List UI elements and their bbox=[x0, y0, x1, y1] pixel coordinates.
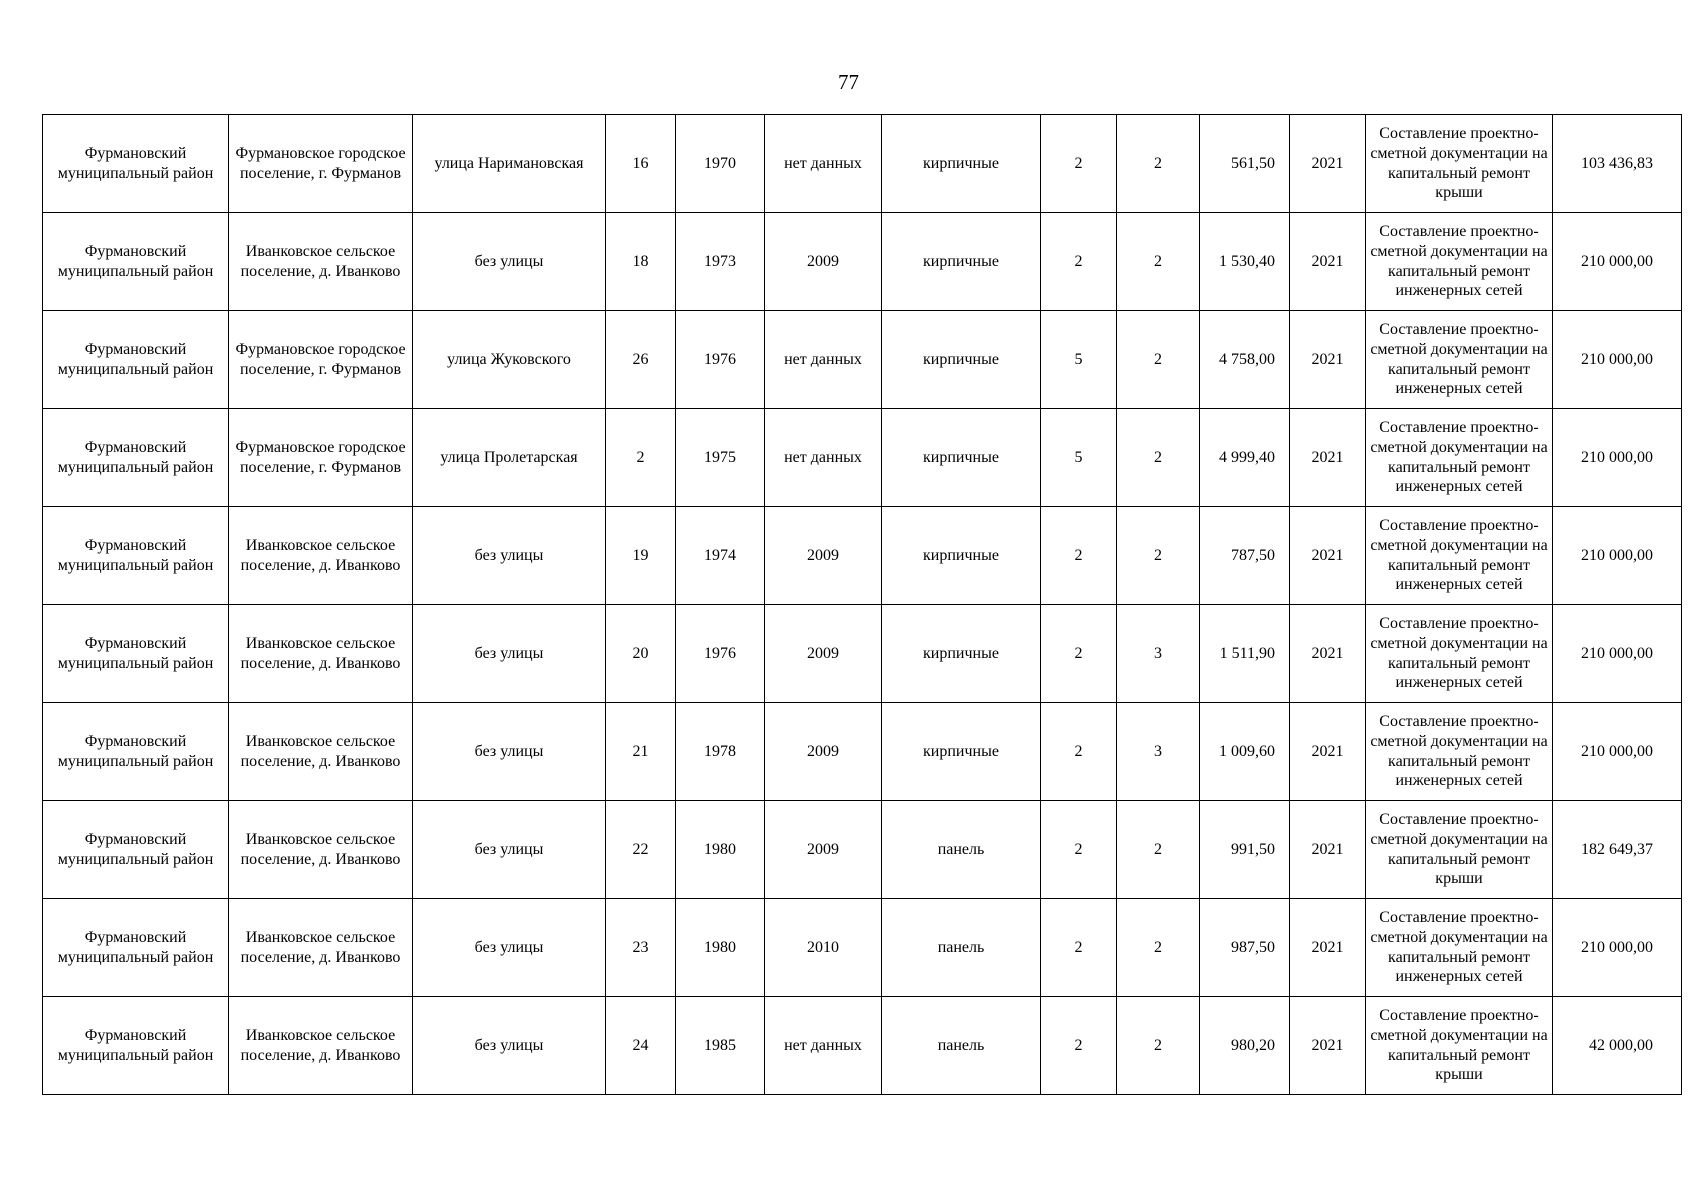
table-row bbox=[43, 213, 1682, 311]
table-row bbox=[43, 115, 1682, 213]
entrances-cell: 2 bbox=[1117, 801, 1200, 899]
cost-cell: 210 000,00 bbox=[1553, 899, 1682, 997]
cost-cell: 210 000,00 bbox=[1553, 605, 1682, 703]
entrances-cell: 2 bbox=[1117, 899, 1200, 997]
street-cell: улица Пролетарская bbox=[413, 409, 606, 507]
house-number-cell: 23 bbox=[606, 899, 676, 997]
cost-cell: 210 000,00 bbox=[1553, 311, 1682, 409]
wall-material-cell: кирпичные bbox=[882, 703, 1041, 801]
district-cell: Фурмановский муниципальный район bbox=[43, 409, 229, 507]
district-cell: Фурмановский муниципальный район bbox=[43, 605, 229, 703]
district-cell: Фурмановский муниципальный район bbox=[43, 997, 229, 1095]
wall-material-cell: кирпичные bbox=[882, 115, 1041, 213]
last-repair-cell: 2010 bbox=[765, 899, 882, 997]
plan-year-cell: 2021 bbox=[1290, 115, 1366, 213]
settlement-cell: Иванковское сельское поселение, д. Иванково bbox=[229, 507, 413, 605]
wall-material-cell: кирпичные bbox=[882, 311, 1041, 409]
street-cell: без улицы bbox=[413, 899, 606, 997]
settlement-cell: Иванковское сельское поселение, д. Иванково bbox=[229, 605, 413, 703]
work-type-cell: Составление проектно-сметной документации на капитальный ремонт крыши bbox=[1366, 997, 1553, 1095]
area-cell: 4 758,00 bbox=[1200, 311, 1290, 409]
district-cell: Фурмановский муниципальный район bbox=[43, 311, 229, 409]
table-row bbox=[43, 997, 1682, 1095]
work-type-cell: Составление проектно-сметной документации на капитальный ремонт инженерных сетей bbox=[1366, 213, 1553, 311]
table-row bbox=[43, 605, 1682, 703]
year-built-cell: 1978 bbox=[676, 703, 765, 801]
settlement-cell: Иванковское сельское поселение, д. Иванково bbox=[229, 801, 413, 899]
work-type-cell: Составление проектно-сметной документации на капитальный ремонт инженерных сетей bbox=[1366, 605, 1553, 703]
plan-year-cell: 2021 bbox=[1290, 507, 1366, 605]
cost-cell: 42 000,00 bbox=[1553, 997, 1682, 1095]
area-cell: 787,50 bbox=[1200, 507, 1290, 605]
cost-cell: 182 649,37 bbox=[1553, 801, 1682, 899]
cost-cell: 210 000,00 bbox=[1553, 507, 1682, 605]
cost-cell: 210 000,00 bbox=[1553, 213, 1682, 311]
table-row bbox=[43, 801, 1682, 899]
plan-year-cell: 2021 bbox=[1290, 801, 1366, 899]
year-built-cell: 1985 bbox=[676, 997, 765, 1095]
work-type-cell: Составление проектно-сметной документации на капитальный ремонт крыши bbox=[1366, 115, 1553, 213]
settlement-cell: Фурмановское городское поселение, г. Фурманов bbox=[229, 311, 413, 409]
house-number-cell: 18 bbox=[606, 213, 676, 311]
settlement-cell: Фурмановское городское поселение, г. Фурманов bbox=[229, 115, 413, 213]
year-built-cell: 1975 bbox=[676, 409, 765, 507]
plan-year-cell: 2021 bbox=[1290, 703, 1366, 801]
year-built-cell: 1974 bbox=[676, 507, 765, 605]
work-type-cell: Составление проектно-сметной документации на капитальный ремонт инженерных сетей bbox=[1366, 899, 1553, 997]
table-row bbox=[43, 899, 1682, 997]
street-cell: улица Наримановская bbox=[413, 115, 606, 213]
settlement-cell: Иванковское сельское поселение, д. Иванково bbox=[229, 997, 413, 1095]
settlement-cell: Фурмановское городское поселение, г. Фурманов bbox=[229, 409, 413, 507]
plan-year-cell: 2021 bbox=[1290, 605, 1366, 703]
area-cell: 4 999,40 bbox=[1200, 409, 1290, 507]
street-cell: без улицы bbox=[413, 507, 606, 605]
street-cell: без улицы bbox=[413, 605, 606, 703]
last-repair-cell: 2009 bbox=[765, 605, 882, 703]
district-cell: Фурмановский муниципальный район bbox=[43, 703, 229, 801]
work-type-cell: Составление проектно-сметной документации на капитальный ремонт инженерных сетей bbox=[1366, 409, 1553, 507]
entrances-cell: 3 bbox=[1117, 605, 1200, 703]
street-cell: улица Жуковского bbox=[413, 311, 606, 409]
wall-material-cell: панель bbox=[882, 899, 1041, 997]
house-number-cell: 21 bbox=[606, 703, 676, 801]
entrances-cell: 2 bbox=[1117, 409, 1200, 507]
plan-year-cell: 2021 bbox=[1290, 997, 1366, 1095]
last-repair-cell: нет данных bbox=[765, 409, 882, 507]
last-repair-cell: 2009 bbox=[765, 703, 882, 801]
cost-cell: 210 000,00 bbox=[1553, 409, 1682, 507]
table-row bbox=[43, 703, 1682, 801]
street-cell: без улицы bbox=[413, 801, 606, 899]
work-type-cell: Составление проектно-сметной документации на капитальный ремонт инженерных сетей bbox=[1366, 507, 1553, 605]
plan-year-cell: 2021 bbox=[1290, 311, 1366, 409]
floors-cell: 2 bbox=[1041, 703, 1117, 801]
floors-cell: 2 bbox=[1041, 801, 1117, 899]
wall-material-cell: панель bbox=[882, 801, 1041, 899]
floors-cell: 2 bbox=[1041, 507, 1117, 605]
year-built-cell: 1970 bbox=[676, 115, 765, 213]
work-type-cell: Составление проектно-сметной документации на капитальный ремонт инженерных сетей bbox=[1366, 311, 1553, 409]
table-row bbox=[43, 507, 1682, 605]
wall-material-cell: кирпичные bbox=[882, 409, 1041, 507]
area-cell: 1 009,60 bbox=[1200, 703, 1290, 801]
house-number-cell: 22 bbox=[606, 801, 676, 899]
area-cell: 980,20 bbox=[1200, 997, 1290, 1095]
house-number-cell: 19 bbox=[606, 507, 676, 605]
house-number-cell: 16 bbox=[606, 115, 676, 213]
plan-year-cell: 2021 bbox=[1290, 213, 1366, 311]
house-number-cell: 24 bbox=[606, 997, 676, 1095]
wall-material-cell: кирпичные bbox=[882, 213, 1041, 311]
last-repair-cell: нет данных bbox=[765, 997, 882, 1095]
cost-cell: 210 000,00 bbox=[1553, 703, 1682, 801]
year-built-cell: 1976 bbox=[676, 311, 765, 409]
entrances-cell: 2 bbox=[1117, 115, 1200, 213]
floors-cell: 5 bbox=[1041, 409, 1117, 507]
cost-cell: 103 436,83 bbox=[1553, 115, 1682, 213]
year-built-cell: 1976 bbox=[676, 605, 765, 703]
table-body bbox=[43, 115, 1682, 1095]
house-number-cell: 20 bbox=[606, 605, 676, 703]
house-number-cell: 26 bbox=[606, 311, 676, 409]
entrances-cell: 2 bbox=[1117, 311, 1200, 409]
area-cell: 1 511,90 bbox=[1200, 605, 1290, 703]
last-repair-cell: нет данных bbox=[765, 115, 882, 213]
last-repair-cell: 2009 bbox=[765, 213, 882, 311]
district-cell: Фурмановский муниципальный район bbox=[43, 213, 229, 311]
last-repair-cell: нет данных bbox=[765, 311, 882, 409]
floors-cell: 2 bbox=[1041, 997, 1117, 1095]
floors-cell: 2 bbox=[1041, 605, 1117, 703]
floors-cell: 5 bbox=[1041, 311, 1117, 409]
area-cell: 987,50 bbox=[1200, 899, 1290, 997]
year-built-cell: 1973 bbox=[676, 213, 765, 311]
last-repair-cell: 2009 bbox=[765, 507, 882, 605]
area-cell: 1 530,40 bbox=[1200, 213, 1290, 311]
wall-material-cell: кирпичные bbox=[882, 507, 1041, 605]
settlement-cell: Иванковское сельское поселение, д. Иванково bbox=[229, 213, 413, 311]
street-cell: без улицы bbox=[413, 213, 606, 311]
floors-cell: 2 bbox=[1041, 213, 1117, 311]
plan-year-cell: 2021 bbox=[1290, 899, 1366, 997]
work-type-cell: Составление проектно-сметной документации на капитальный ремонт крыши bbox=[1366, 801, 1553, 899]
work-type-cell: Составление проектно-сметной документации на капитальный ремонт инженерных сетей bbox=[1366, 703, 1553, 801]
area-cell: 561,50 bbox=[1200, 115, 1290, 213]
settlement-cell: Иванковское сельское поселение, д. Иванково bbox=[229, 703, 413, 801]
district-cell: Фурмановский муниципальный район bbox=[43, 801, 229, 899]
floors-cell: 2 bbox=[1041, 899, 1117, 997]
wall-material-cell: кирпичные bbox=[882, 605, 1041, 703]
floors-cell: 2 bbox=[1041, 115, 1117, 213]
settlement-cell: Иванковское сельское поселение, д. Иванково bbox=[229, 899, 413, 997]
area-cell: 991,50 bbox=[1200, 801, 1290, 899]
page-number: 77 bbox=[838, 70, 859, 94]
table-row bbox=[43, 311, 1682, 409]
wall-material-cell: панель bbox=[882, 997, 1041, 1095]
street-cell: без улицы bbox=[413, 703, 606, 801]
district-cell: Фурмановский муниципальный район bbox=[43, 899, 229, 997]
entrances-cell: 3 bbox=[1117, 703, 1200, 801]
plan-year-cell: 2021 bbox=[1290, 409, 1366, 507]
table-row bbox=[43, 409, 1682, 507]
entrances-cell: 2 bbox=[1117, 507, 1200, 605]
house-number-cell: 2 bbox=[606, 409, 676, 507]
last-repair-cell: 2009 bbox=[765, 801, 882, 899]
year-built-cell: 1980 bbox=[676, 899, 765, 997]
street-cell: без улицы bbox=[413, 997, 606, 1095]
district-cell: Фурмановский муниципальный район bbox=[43, 507, 229, 605]
entrances-cell: 2 bbox=[1117, 997, 1200, 1095]
entrances-cell: 2 bbox=[1117, 213, 1200, 311]
year-built-cell: 1980 bbox=[676, 801, 765, 899]
district-cell: Фурмановский муниципальный район bbox=[43, 115, 229, 213]
repair-plan-table bbox=[42, 114, 1682, 1095]
